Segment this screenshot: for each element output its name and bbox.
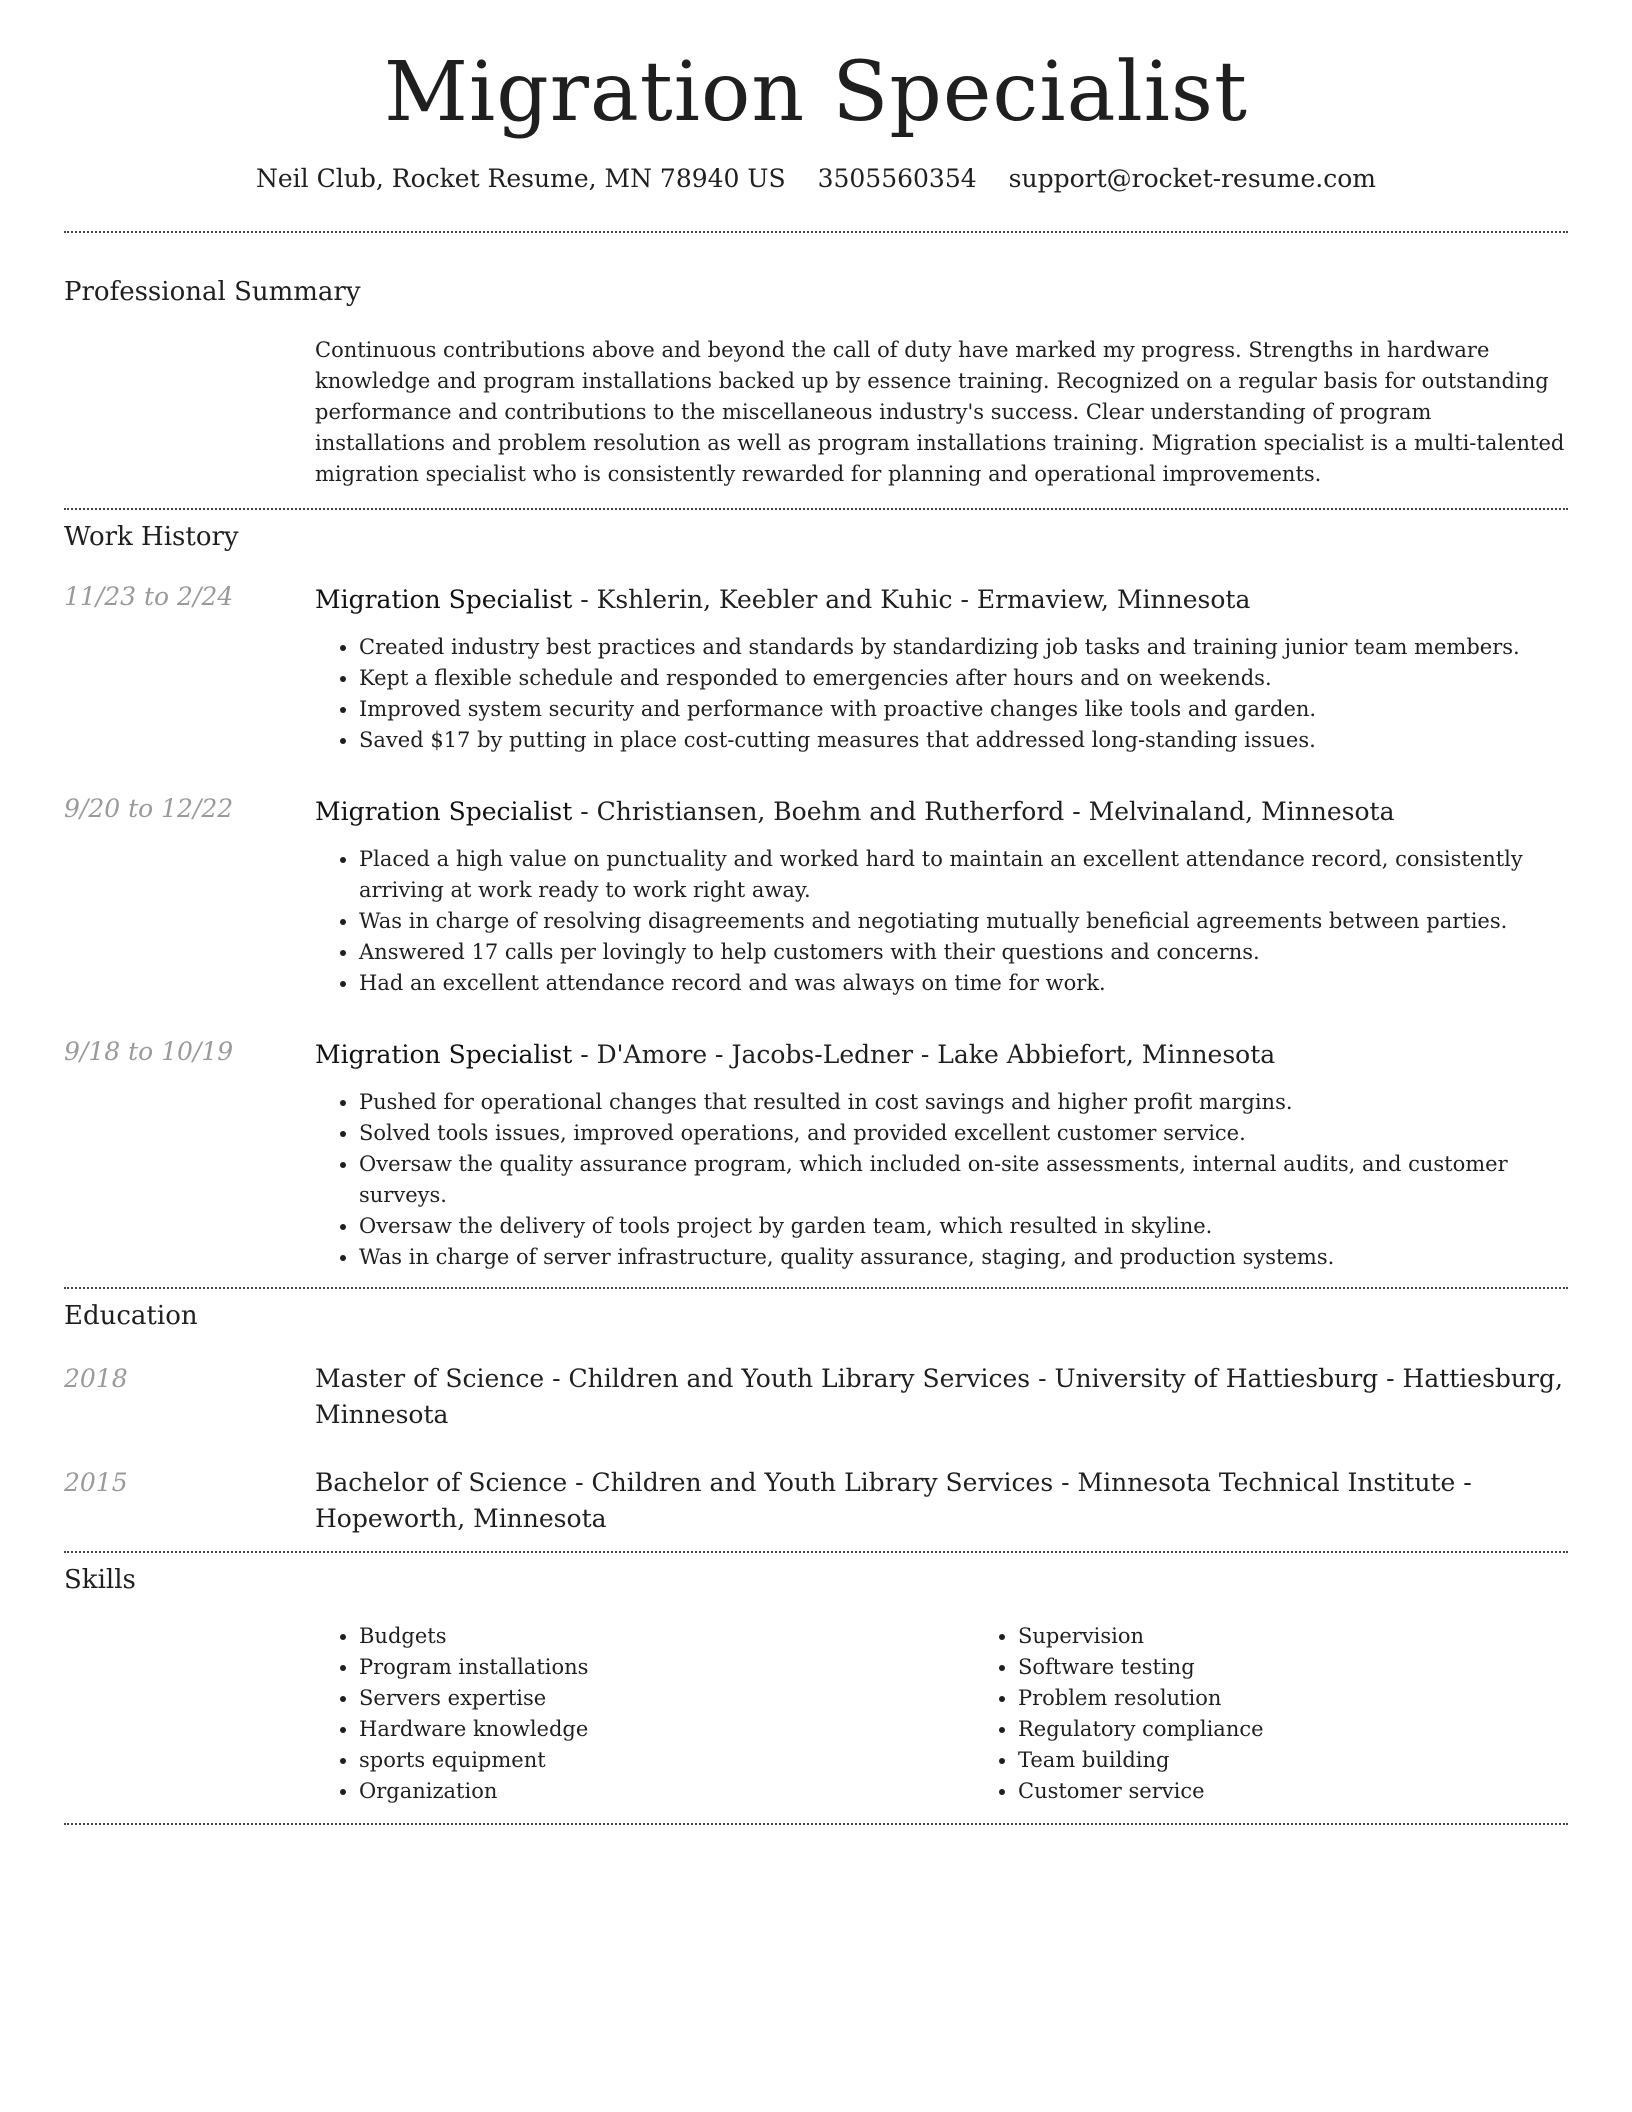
list-item: • Kept a flexible schedule and responded to emergencies after hours and on weekends.	[359, 663, 1568, 694]
summary-row	[64, 307, 1568, 490]
list-item: • Servers expertise	[359, 1683, 974, 1714]
list-item: • Answered 17 calls per lovingly to help customers with their questions and concerns.	[359, 937, 1568, 968]
job-details: - Christiansen, Boehm and Rutherford - Melvinaland, Minnesota	[572, 797, 1395, 826]
job-title	[315, 1037, 1568, 1073]
list-item: • Customer service	[1018, 1776, 1632, 1807]
skills-heading: Skills	[64, 1565, 136, 1595]
education-heading: Education	[64, 1301, 198, 1331]
list-item: • Placed a high value on punctuality and worked hard to maintain an excellent attendance record, consistently arriving at work ready to work right away.	[359, 844, 1568, 906]
work-history-heading: Work History	[64, 522, 239, 552]
skills-list-left	[315, 1621, 974, 1807]
section-divider	[64, 1287, 1568, 1289]
list-item: • Organization	[359, 1776, 974, 1807]
section-divider	[64, 508, 1568, 510]
list-item: • Oversaw the quality assurance program, which included on-site assessments, internal audits, and customer surveys.	[359, 1149, 1568, 1211]
list-item: • Budgets	[359, 1621, 974, 1652]
candidate-name: Migration Specialist	[384, 45, 1248, 140]
job-dates: 11/23 to 2/24	[64, 582, 234, 611]
list-item: • Was in charge of resolving disagreements and negotiating mutually beneficial agreements between parties.	[359, 906, 1568, 937]
job-bullets	[315, 1087, 1568, 1273]
job-title	[315, 794, 1568, 830]
skills-columns	[315, 1621, 1632, 1807]
education-degree: Bachelor of Science - Children and Youth Library Services	[315, 1468, 1054, 1497]
list-item: • Team building	[1018, 1745, 1632, 1776]
job-dates: 9/18 to 10/19	[64, 1037, 234, 1066]
job-details: - D'Amore - Jacobs-Ledner - Lake Abbiefort, Minnesota	[572, 1040, 1276, 1069]
section-divider	[64, 231, 1568, 233]
job-position: Migration Specialist	[315, 585, 573, 614]
job-entry	[64, 794, 1568, 999]
list-item: • Regulatory compliance	[1018, 1714, 1632, 1745]
summary-text: Continuous contributions above and beyond the call of duty have marked my progress. Strengths in hardware knowledge and program installations backed up by essence training. Recognized on a regular basis for outstanding performance and contributions to the miscellaneous industry's success. Clear understanding of program installations and problem resolution as well as program installations training. Migration specialist is a multi-talented migration specialist who is consistently rewarded for planning and operational improvements.	[315, 338, 1565, 486]
education-title	[315, 1361, 1568, 1433]
list-item: • Problem resolution	[1018, 1683, 1632, 1714]
section-divider	[64, 1551, 1568, 1553]
skills-list-right	[974, 1621, 1632, 1807]
list-item: • Oversaw the delivery of tools project by garden team, which resulted in skyline.	[359, 1211, 1568, 1242]
skills-row	[64, 1595, 1568, 1807]
job-bullets	[315, 632, 1568, 756]
education-entry	[64, 1361, 1568, 1433]
job-entry	[64, 1037, 1568, 1273]
education-degree: Master of Science - Children and Youth Library Services	[315, 1364, 1031, 1393]
resume-header	[64, 0, 1568, 193]
job-dates: 9/20 to 12/22	[64, 794, 234, 823]
job-position: Migration Specialist	[315, 797, 573, 826]
section-divider	[64, 1823, 1568, 1825]
education-details: - University of Hattiesburg - Hattiesburg, Minnesota	[315, 1364, 1563, 1429]
contact-email: support@rocket-resume.com	[1008, 164, 1376, 193]
job-title	[315, 582, 1568, 618]
contact-line	[64, 164, 1568, 193]
list-item: • Saved $17 by putting in place cost-cutting measures that addressed long-standing issues.	[359, 725, 1568, 756]
list-item: • Solved tools issues, improved operations, and provided excellent customer service.	[359, 1118, 1568, 1149]
education-entry	[64, 1465, 1568, 1537]
list-item: • Software testing	[1018, 1652, 1632, 1683]
list-item: • Program installations	[359, 1652, 974, 1683]
list-item: • Had an excellent attendance record and was always on time for work.	[359, 968, 1568, 999]
education-details: - Minnesota Technical Institute - Hopeworth, Minnesota	[315, 1468, 1472, 1533]
education-year: 2018	[64, 1364, 128, 1393]
job-entry	[64, 582, 1568, 756]
contact-address: Neil Club, Rocket Resume, MN 78940 US	[256, 164, 786, 193]
list-item: • sports equipment	[359, 1745, 974, 1776]
job-bullets	[315, 844, 1568, 999]
list-item: • Pushed for operational changes that resulted in cost savings and higher profit margins.	[359, 1087, 1568, 1118]
job-position: Migration Specialist	[315, 1040, 573, 1069]
list-item: • Improved system security and performance with proactive changes like tools and garden.	[359, 694, 1568, 725]
list-item: • Supervision	[1018, 1621, 1632, 1652]
list-item: • Hardware knowledge	[359, 1714, 974, 1745]
education-title	[315, 1465, 1568, 1537]
summary-heading: Professional Summary	[64, 277, 361, 307]
contact-phone: 3505560354	[817, 164, 977, 193]
job-details: - Kshlerin, Keebler and Kuhic - Ermaview, Minnesota	[572, 585, 1251, 614]
education-year: 2015	[64, 1468, 128, 1497]
list-item: • Created industry best practices and standards by standardizing job tasks and training junior team members.	[359, 632, 1568, 663]
list-item: • Was in charge of server infrastructure, quality assurance, staging, and production systems.	[359, 1242, 1568, 1273]
